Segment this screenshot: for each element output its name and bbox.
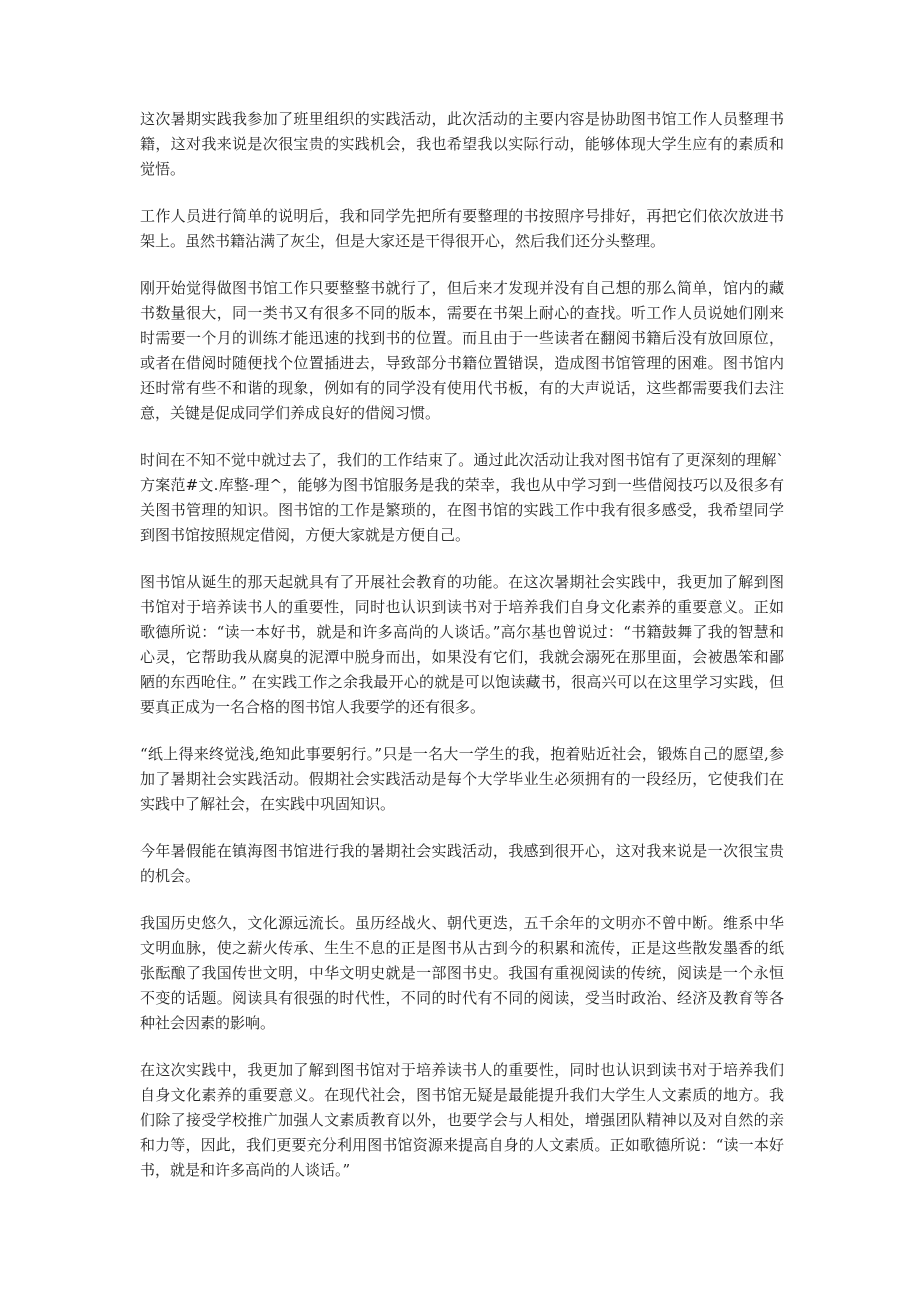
paragraph-3: 刚开始觉得做图书馆工作只要整整书就行了，但后来才发现并没有自己想的那么简单，馆内的藏书数量很大，同一类书又有很多不同的版本，需要在书架上耐心的查找。听工作人员说她们刚来时需要一个月的训练才能迅速的找到书的位置。而且由于一些读者在翻阅书籍后没有放回原位，或者在借阅时随便找个位置插进去，导致部分书籍位置错误，造成图书馆管理的困难。图书馆内还时常有些不和谐的现象，例如有的同学没有使用代书板，有的大声说话，这些都需要我们去注意，关键是促成同学们养成良好的借阅习惯。 (140, 279, 784, 422)
paragraph-7: 今年暑假能在镇海图书馆进行我的暑期社会实践活动，我感到很开心，这对我来说是一次很宝贵的机会。 (140, 842, 784, 885)
paragraph-5: 图书馆从诞生的那天起就具有了开展社会教育的功能。在这次暑期社会实践中，我更加了解到图书馆对于培养读书人的重要性，同时也认识到读书对于培养我们自身文化素养的重要意义。正如歌德所说：“读一本好书，就是和许多高尚的人谈话。”高尔基也曾说过：“书籍鼓舞了我的智慧和心灵，它帮助我从腐臭的泥潭中脱身而出，如果没有它们，我就会溺死在那里面，会被愚笨和鄙陋的东西呛住。” 在实践工作之余我最开心的就是可以饱读藏书，很高兴可以在这里学习实践，但要真正成为一名合格的图书馆人我要学的还有很多。 (140, 573, 784, 716)
paragraph-2: 工作人员进行简单的说明后，我和同学先把所有要整理的书按照序号排好，再把它们依次放进书架上。虽然书籍沾满了灰尘，但是大家还是干得很开心，然后我们还分头整理。 (140, 207, 784, 250)
document-body (140, 107, 784, 1205)
paragraph-1: 这次暑期实践我参加了班里组织的实践活动，此次活动的主要内容是协助图书馆工作人员整理书籍，这对我来说是次很宝贵的实践机会，我也希望我以实际行动，能够体现大学生应有的素质和觉悟。 (140, 110, 784, 178)
paragraph-6: “纸上得来终觉浅,绝知此事要躬行。”只是一名大一学生的我，抱着贴近社会，锻炼自己的愿望,参加了暑期社会实践活动。假期社会实践活动是每个大学毕业生必须拥有的一段经历，它使我们在实践中了解社会，在实践中巩固知识。 (140, 745, 784, 813)
paragraph-9: 在这次实践中，我更加了解到图书馆对于培养读书人的重要性，同时也认识到读书对于培养我们自身文化素养的重要意义。在现代社会，图书馆无疑是最能提升我们大学生人文素质的地方。我们除了接受学校推广加强人文素质教育以外，也要学会与人相处，增强团队精神以及对自然的亲和力等，因此，我们更要充分利用图书馆资源来提高自身的人文素质。正如歌德所说：“读一本好书，就是和许多高尚的人谈话。” (140, 1061, 784, 1179)
paragraph-4: 时间在不知不觉中就过去了，我们的工作结束了。通过此次活动让我对图书馆有了更深刻的理解`方案范#文.库整-理^，能够为图书馆服务是我的荣幸，我也从中学习到一些借阅技巧以及很多有关图书管理的知识。图书馆的工作是繁琐的，在图书馆的实践工作中我有很多感受，我希望同学到图书馆按照规定借阅，方便大家就是方便自己。 (140, 451, 784, 544)
paragraph-8: 我国历史悠久，文化源远流长。虽历经战火、朝代更迭，五千余年的文明亦不曾中断。维系中华文明血脉，使之薪火传承、生生不息的正是图书从古到今的积累和流传，正是这些散发墨香的纸张酝酿了我国传世文明，中华文明史就是一部图书史。我国有重视阅读的传统，阅读是一个永恒不变的话题。阅读具有很强的时代性，不同的时代有不同的阅读，受当时政治、经济及教育等各种社会因素的影响。 (140, 914, 784, 1032)
